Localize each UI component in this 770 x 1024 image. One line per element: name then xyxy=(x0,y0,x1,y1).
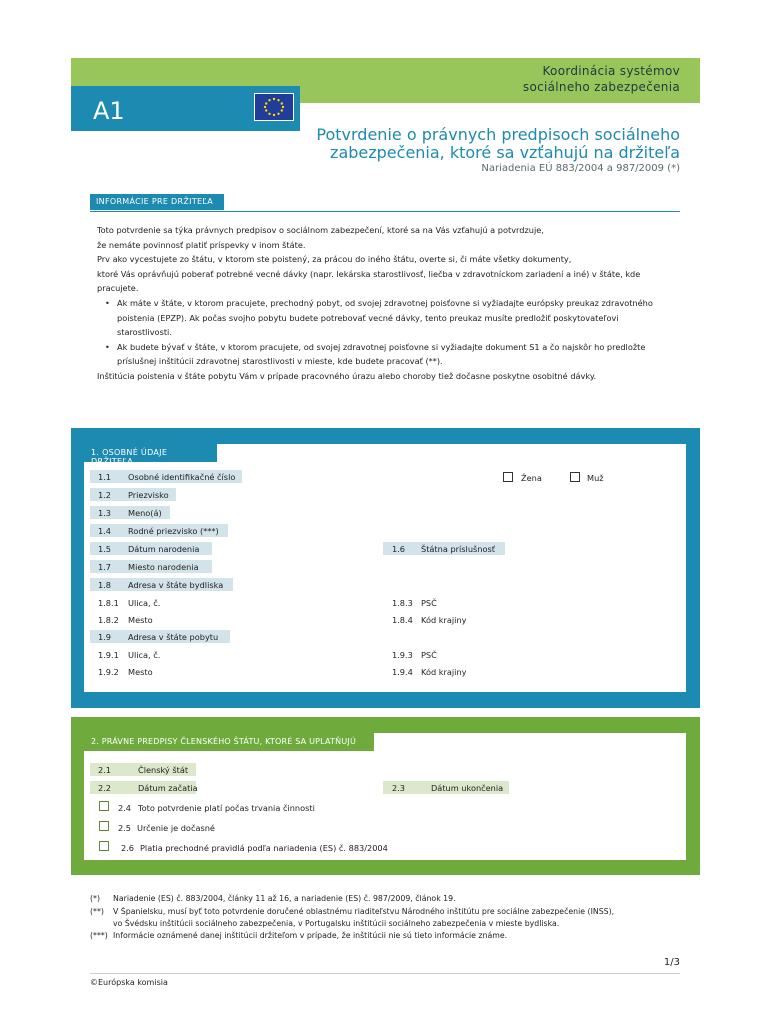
info-closing: Inštitúcia poistenia v štáte pobytu Vám v prípade pracovného úrazu alebo choroby tiež dočasne poskytne osobitné dávky. xyxy=(97,370,597,381)
field-number: 1.8.4 xyxy=(392,615,413,625)
field-number: 1.9.4 xyxy=(392,667,413,677)
bullet-line: príslušnej inštitúcii zdravotnej starostlivosti v mieste, kde budete pracovať (**). xyxy=(117,356,443,367)
info-text xyxy=(97,223,687,384)
organization-line-1: Koordinácia systémov xyxy=(542,64,680,78)
field-number: 1.5 xyxy=(98,544,112,554)
activity-duration-label: Toto potvrdenie platí počas trvania činnosti xyxy=(138,803,315,813)
transitional-rules-label: Platia prechodné pravidlá podľa nariadenia (ES) č. 883/2004 xyxy=(140,843,388,853)
section1-title: 1. OSOBNÉ ÚDAJE DRŽITEĽA xyxy=(84,444,217,462)
bullet-symbol: • xyxy=(105,341,110,352)
field-number: 1.8.3 xyxy=(392,598,413,608)
checkbox-transitional[interactable] xyxy=(99,821,109,831)
gender-female-label: Žena xyxy=(521,473,542,483)
field-stay-street[interactable]: Ulica, č. xyxy=(128,650,161,660)
field-number: 2.2 xyxy=(98,783,112,793)
section2-title: 2. PRÁVNE PREDPISY ČLENSKÉHO ŠTÁTU, KTORÉ SA UPLATŇUJÚ xyxy=(84,733,374,751)
field-residence-country-code[interactable]: Kód krajiny xyxy=(421,615,467,625)
checkbox-male[interactable] xyxy=(570,472,580,482)
field-number: 2.5 xyxy=(118,823,132,833)
field-residence-street[interactable]: Ulica, č. xyxy=(128,598,161,608)
field-number: 2.6 xyxy=(121,843,135,853)
field-birth-surname[interactable]: Rodné priezvisko (***) xyxy=(128,526,219,536)
bullet-symbol: • xyxy=(105,297,110,308)
field-number: 1.9.1 xyxy=(98,650,119,660)
info-line: Toto potvrdenie sa týka právnych predpisov o sociálnom zabezpečení, ktoré sa na Vás vzťahujú a potvrdzuje, xyxy=(97,225,544,235)
gender-male-label: Muž xyxy=(587,473,604,483)
field-member-state[interactable]: Členský štát xyxy=(138,765,189,775)
divider xyxy=(90,211,680,212)
info-line: že nemáte povinnosť platiť príspevky v inom štáte. xyxy=(97,239,306,250)
bullet-line: poistenia (EPZP). Ak počas svojho pobytu budete potrebovať vecné dávky, tento preukaz musíte predložiť poskytovateľovi xyxy=(117,312,619,323)
organization-line-2: sociálneho zabezpečenia xyxy=(522,80,680,94)
regulation-reference: Nariadenia EÚ 883/2004 a 987/2009 (*) xyxy=(481,163,680,174)
footnote-mark: (**) xyxy=(90,907,104,916)
field-stay-country-code[interactable]: Kód krajiny xyxy=(421,667,467,677)
field-number: 1.9.3 xyxy=(392,650,413,660)
address-stay-heading: Adresa v štáte pobytu xyxy=(128,632,219,642)
footnote-mark: (***) xyxy=(90,931,108,940)
field-number: 1.3 xyxy=(98,508,112,518)
field-surname[interactable]: Priezvisko xyxy=(128,490,169,500)
info-line: Prv ako vycestujete zo štátu, v ktorom ste poistený, za prácou do iného štátu, overte si, či máte všetky dokumenty, xyxy=(97,254,572,265)
field-number: 1.4 xyxy=(98,526,112,536)
field-number: 1.7 xyxy=(98,562,112,572)
field-number: 1.8.2 xyxy=(98,615,119,625)
field-number: 2.4 xyxy=(118,803,132,813)
field-number: 1.2 xyxy=(98,490,112,500)
field-number: 2.3 xyxy=(392,783,406,793)
field-residence-town[interactable]: Mesto xyxy=(128,615,153,625)
field-end-date[interactable]: Dátum ukončenia xyxy=(431,783,504,793)
footnote-3: Informácie oznámené danej inštitúcii držiteľom v prípade, že inštitúcii nie sú tieto informácie známe. xyxy=(113,931,508,940)
copyright: ©Európska komisia xyxy=(90,978,168,987)
checkbox-female[interactable] xyxy=(503,472,513,482)
info-section-label: INFORMÁCIE PRE DRŽITEĽA xyxy=(90,194,224,210)
footnote-mark: (*) xyxy=(90,894,100,903)
checkbox-transitional-rules[interactable] xyxy=(99,841,109,851)
form-title-line-2: zabezpečenia, ktoré sa vzťahujú na držiteľa xyxy=(330,143,680,162)
field-forenames[interactable]: Meno(á) xyxy=(128,508,162,518)
section2-body xyxy=(84,733,686,860)
footnote-1: Nariadenie (ES) č. 883/2004, články 11 až 16, a nariadenie (ES) č. 987/2009, článok 19. xyxy=(113,894,456,903)
footnote-2-line-2: vo Švédsku inštitúcii sociálneho zabezpečenia, v Portugalsku inštitúcii sociálneho zabezpečenia v mieste bydliska. xyxy=(113,919,560,928)
bullet-line: starostlivosti. xyxy=(117,327,172,338)
info-line: ktoré Vás oprávňujú poberať potrebné vecné dávky (napr. lekárska starostlivosť, liečba v zdravotníckom zariadení a iné) v štáte, kde xyxy=(97,268,641,279)
page-number: 1/3 xyxy=(663,957,680,968)
bullet-line: Ak budete bývať v štáte, v ktorom pracujete, od svojej zdravotnej poisťovne si vyžiadajte dokument S1 a čo najskôr ho predložte xyxy=(117,341,646,352)
field-number: 1.6 xyxy=(392,544,406,554)
address-residence-heading: Adresa v štáte bydliska xyxy=(128,580,224,590)
field-place-of-birth[interactable]: Miesto narodenia xyxy=(128,562,199,572)
checkbox-activity-duration[interactable] xyxy=(99,801,109,811)
eu-flag-icon xyxy=(254,93,294,121)
field-residence-postcode[interactable]: PSČ xyxy=(421,598,437,608)
field-start-date[interactable]: Dátum začatia xyxy=(138,783,198,793)
field-date-of-birth[interactable]: Dátum narodenia xyxy=(128,544,200,554)
field-number: 2.1 xyxy=(98,765,112,775)
field-stay-postcode[interactable]: PSČ xyxy=(421,650,437,660)
info-bullet xyxy=(97,340,687,369)
field-number: 1.9.2 xyxy=(98,667,119,677)
bullet-line: Ak máte v štáte, v ktorom pracujete, prechodný pobyt, od svojej zdravotnej poisťovne si vyžiadajte európsky preukaz zdravotného xyxy=(117,297,653,308)
info-bullet xyxy=(97,296,687,340)
determination-temporary-label: Určenie je dočasné xyxy=(137,823,215,833)
form-code: A1 xyxy=(93,97,125,125)
field-personal-id[interactable]: Osobné identifikačné číslo xyxy=(128,472,236,482)
footnote-2-line-1: V Španielsku, musí byť toto potvrdenie doručené oblastnému riaditeľstvu Národného inštitútu pre sociálne zabezpečenie (INSS), xyxy=(113,907,615,916)
field-number: 1.9 xyxy=(98,632,112,642)
form-title-line-1: Potvrdenie o právnych predpisoch sociálneho xyxy=(316,125,680,144)
field-stay-town[interactable]: Mesto xyxy=(128,667,153,677)
field-nationality[interactable]: Štátna príslušnosť xyxy=(421,544,495,554)
field-number: 1.1 xyxy=(98,472,112,482)
field-number: 1.8 xyxy=(98,580,112,590)
divider xyxy=(90,973,680,974)
field-number: 1.8.1 xyxy=(98,598,119,608)
info-line: pracujete. xyxy=(97,283,139,294)
